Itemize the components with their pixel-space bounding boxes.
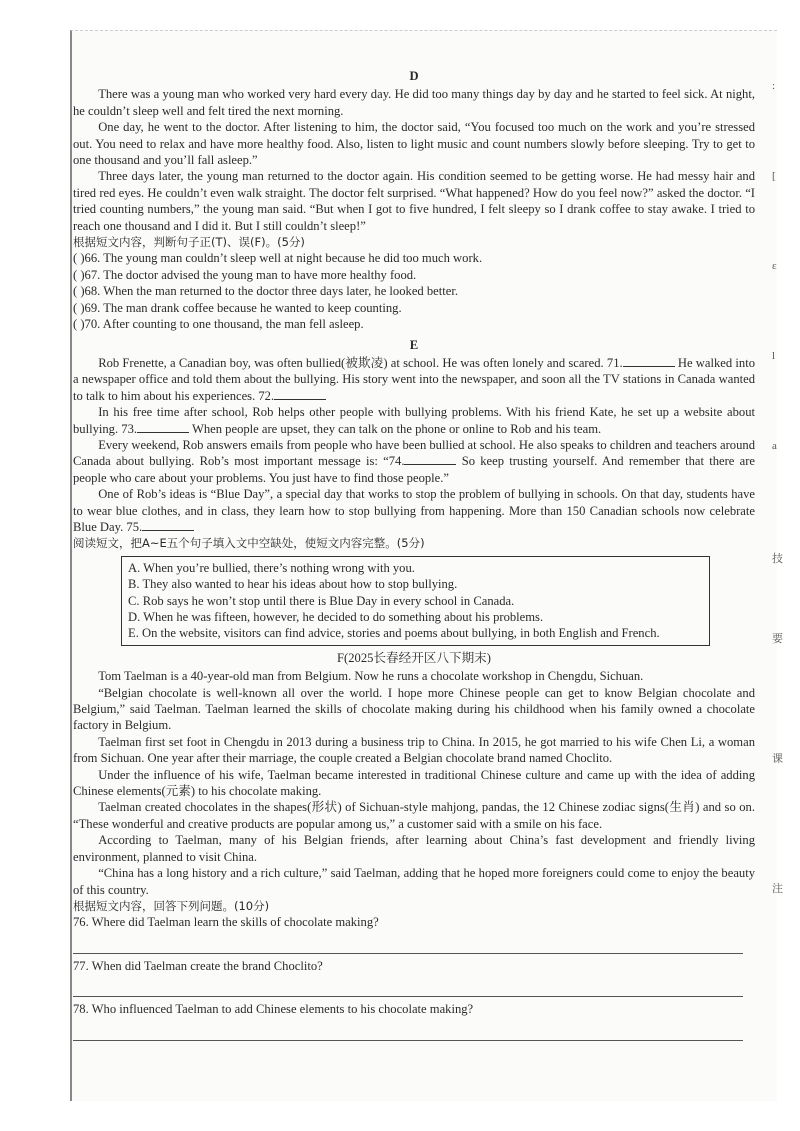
document-body [73,64,755,1041]
section-f-title: F(2025长春经开区八下期末) [337,650,491,665]
answer-line-78[interactable] [73,1018,743,1041]
section-e-p2-start: In his free time after school, Rob helps other people with bullying problems. With his friend Kate, he set up a website about bullying. [73,405,755,436]
section-f-paragraph-4: Under the influence of his wife, Taelman became interested in traditional Chinese culture and came up with the idea of adding Chinese elements(元素) to his chocolate making. [73,767,755,799]
question-77: 77. When did Taelman create the brand Choclito? [73,958,323,973]
blank-74[interactable] [404,453,456,465]
question-66: ( )66. The young man couldn’t sleep well at night because he did too much work. [73,251,483,266]
section-e-p3-end: So keep trusting yourself. And remember that there are people who care about your problems. You just have to find those people.” [73,454,755,485]
section-e-paragraph-2 [73,404,755,437]
question-69: ( )69. The man drank coffee because he wanted to keep counting. [73,300,402,315]
blank-75-number: 75. [126,519,143,534]
blank-72[interactable] [274,388,326,400]
section-f-paragraph-2: “Belgian chocolate is well-known all over the world. I hope more Chinese people can get to know Belgian chocolate and Belgium,” said Taelman. Taelman learned the skills of chocolate making during his childhood when his family owned a chocolate factory in Belgium. [73,685,755,733]
section-f-paragraph-6: According to Taelman, many of his Belgian friends, after learning about China’s fast development and friendly living environment, planned to visit China. [73,833,755,864]
question-78: 78. Who influenced Taelman to add Chinese elements to his chocolate making? [73,1002,474,1017]
section-f-instruction: 根据短文内容，回答下列问题。(10分) [73,898,270,913]
blank-73[interactable] [137,421,189,433]
section-d-paragraph-1: There was a young man who worked very hard every day. He did too many things day by day and he started to feel sick. At night, he couldn’t sleep well and felt tired the next morning. [73,87,755,118]
adjacent-page-edge: : [ ε l a 技 要 课 注 [772,80,783,895]
section-e-paragraph-3 [73,437,755,486]
answer-line-76[interactable] [73,931,743,954]
section-d-paragraph-2: One day, he went to the doctor. After listening to him, the doctor said, “You focused too much on the work and you’re stressed out. You need to relax and have more healthy food. Also, listen to light music and count numbers slowly before sleeping. Try to get to one thousand and you’ll fall asleep.” [73,120,755,168]
section-e-instruction: 阅读短文，把A~E五个句子填入文中空缺处，使短文内容完整。(5分) [73,536,425,551]
section-e-p4-text: One of Rob’s ideas is “Blue Day”, a special day that works to stop the problem of bullying in schools. On that day, students have to wear blue clothes, and in class, they learn how to stop bullying from happening. More than 150 Canadian schools now celebrate Blue Day. [73,487,755,534]
blank-73-number: 73. [121,421,138,436]
section-d-title: D [409,69,419,83]
option-c: C. Rob says he won’t stop until there is Blue Day in every school in Canada. [128,593,515,608]
section-f-paragraph-7: “China has a long history and a rich culture,” said Taelman, adding that he hoped more foreigners could come to enjoy the beauty of this country. [73,866,755,897]
section-f-paragraph-5: Taelman created chocolates in the shapes(形状) of Sichuan-style mahjong, pandas, the 12 Chinese zodiac signs(生肖) and so on. “These wonderful and creative products are popular among us,” a customer said with a smile on his face. [73,800,755,831]
section-e-p3-start: Every weekend, Rob answers emails from people who have been bullied at school. He also speaks to children and teachers around Canada about bullying. Rob’s most important message is: “74. [73,437,755,469]
section-e-paragraph-4 [73,486,755,535]
section-d-paragraph-3: Three days later, the young man returned to the doctor again. His condition seemed to be getting worse. He had messy hair and tired red eyes. He couldn’t even walk straight. The doctor felt surprised. “What happened? How do you feel now?” asked the doctor. “I tried counting numbers,” the young man said. “But when I got to five hundred, I felt sleepy so I drank coffee to stay awake. I tried to reach one thousand and I did it. But I still couldn’t sleep!” [73,169,755,233]
section-f-paragraph-1: Tom Taelman is a 40-year-old man from Belgium. Now he runs a chocolate workshop in Chengdu, Sichuan. [98,669,644,684]
options-box [121,556,710,646]
blank-71-number: 71. [606,355,623,370]
option-d: D. When he was fifteen, however, he decided to do something about his problems. [128,610,544,624]
section-d-instruction: 根据短文内容，判断句子正(T)、误(F)。(5分) [73,235,305,250]
section-e-p1-line2: He walked into a newspaper office and told them about the bullying. His story went into the newspaper, and soon all the TV stations in Canada wanted to talk to him about his experiences. [73,355,755,403]
question-76: 76. Where did Taelman learn the skills of chocolate making? [73,915,379,930]
section-f-paragraph-3: Taelman first set foot in Chengdu in 2013 during a business trip to China. In 2015, he got married to his wife Chen Li, a woman from Sichuan. One year after their marriage, the couple created a Belgian chocolate brand named Choclito. [73,734,755,766]
question-68: ( )68. When the man returned to the doctor three days later, he looked better. [73,284,458,299]
question-70: ( )70. After counting to one thousand, the man fell asleep. [73,317,364,332]
blank-71[interactable] [623,355,675,367]
blank-72-number: 72. [258,388,275,403]
section-e-title: E [409,337,419,352]
option-a: A. When you’re bullied, there’s nothing wrong with you. [128,560,415,575]
section-e-paragraph-1 [73,355,755,404]
blank-75[interactable] [142,519,194,531]
question-67: ( )67. The doctor advised the young man to have more healthy food. [73,267,417,282]
answer-line-77[interactable] [73,974,743,997]
section-e-p1-line1: Rob Frenette, a Canadian boy, was often bullied(被欺凌) at school. He was often lonely and scared. [98,355,604,370]
option-b: B. They also wanted to hear his ideas about how to stop bullying. [128,577,458,592]
section-e-p2-end: When people are upset, they can talk on the phone or online to Rob and his team. [189,421,602,436]
option-e: E. On the website, visitors can find advice, stories and poems about bullying, in both English and French. [128,626,660,641]
